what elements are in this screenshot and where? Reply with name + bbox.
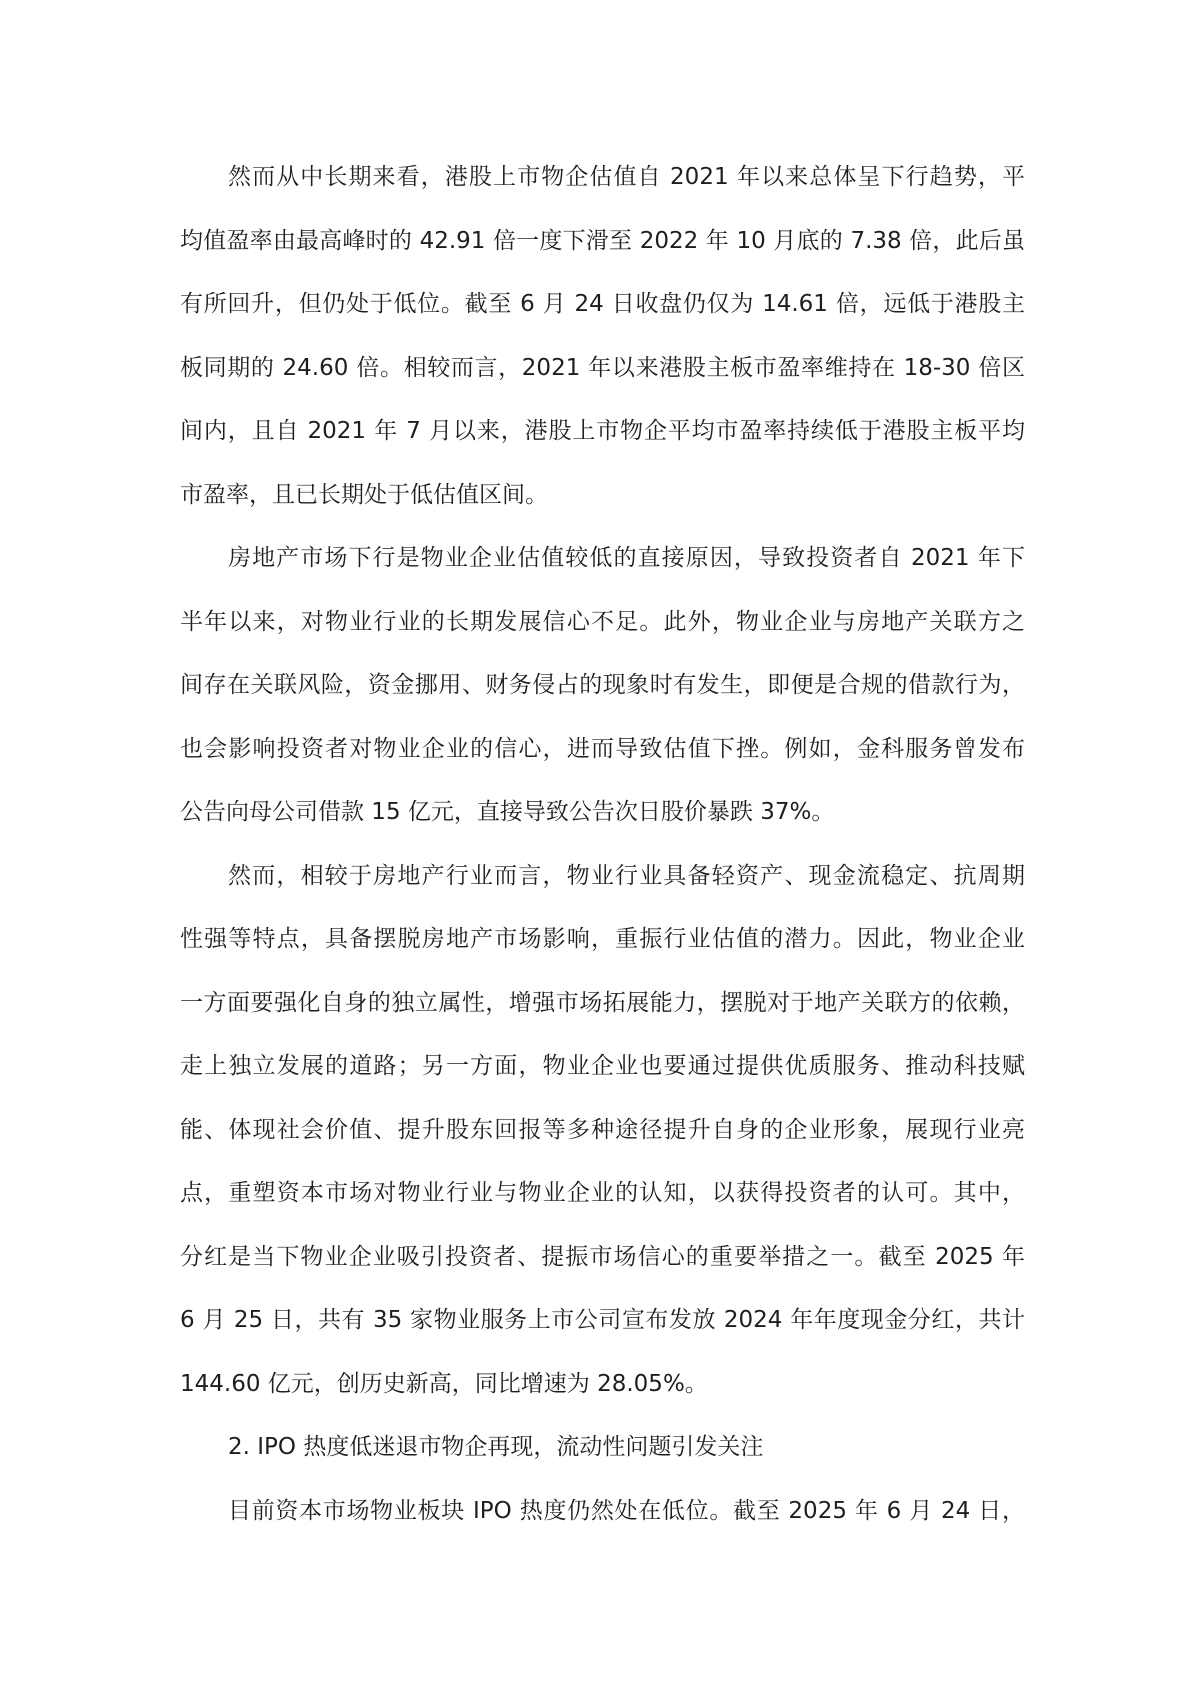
text-line: 点，重塑资本市场对物业行业与物业企业的认知，以获得投资者的认可。其中， [180,1180,1025,1206]
text-line: 144.60 亿元，创历史新高，同比增速为 28.05%。 [180,1370,708,1397]
text-line: 板同期的 24.60 倍。相较而言，2021 年以来港股主板市盈率维持在 18-30 倍区 [180,354,1025,381]
document-page [180,146,1025,1543]
text-line: 性强等特点，具备摆脱房地产市场影响，重振行业估值的潜力。因此，物业企业 [180,926,1025,952]
text-line: 能、体现社会价值、提升股东回报等多种途径提升自身的企业形象，展现行业亮 [180,1116,1025,1143]
section-heading: 2. IPO 热度低迷退市物企再现，流动性问题引发关注 [228,1434,764,1460]
text-line: 公告向母公司借款 15 亿元，直接导致公告次日股价暴跌 37%。 [180,799,835,825]
paragraph-potential [180,845,1025,1417]
text-line: 房地产市场下行是物业企业估值较低的直接原因，导致投资者自 2021 年下 [228,545,1025,571]
text-line: 市盈率，且已长期处于低估值区间。 [180,481,548,508]
text-line: 走上独立发展的道路；另一方面，物业企业也要通过提供优质服务、推动科技赋 [180,1053,1025,1079]
text-line: 分红是当下物业企业吸引投资者、提振市场信心的重要举措之一。截至 2025 年 [180,1243,1025,1270]
text-line: 均值盈率由最高峰时的 42.91 倍一度下滑至 2022 年 10 月底的 7.38 倍，此后虽 [180,227,1025,254]
text-line: 一方面要强化自身的独立属性，增强市场拓展能力，摆脱对于地产关联方的依赖， [180,989,1025,1016]
text-line: 然而，相较于房地产行业而言，物业行业具备轻资产、现金流稳定、抗周期 [228,862,1025,889]
text-line: 有所回升，但仍处于低位。截至 6 月 24 日收盘仍仅为 14.61 倍，远低于港股主 [180,291,1025,317]
text-line: 然而从中长期来看，港股上市物企估值自 2021 年以来总体呈下行趋势，平 [228,164,1025,190]
text-line: 半年以来，对物业行业的长期发展信心不足。此外，物业企业与房地产关联方之 [180,608,1025,635]
text-line: 也会影响投资者对物业企业的信心，进而导致估值下挫。例如，金科服务曾发布 [180,735,1025,762]
text-line: 6 月 25 日，共有 35 家物业服务上市公司宣布发放 2024 年年度现金分红，共计 [180,1307,1025,1333]
paragraph-valuation [180,146,1025,527]
paragraph-real-estate [180,527,1025,845]
text-line: 间内，且自 2021 年 7 月以来，港股上市物企平均市盈率持续低于港股主板平均 [180,418,1025,444]
text-line: 目前资本市场物业板块 IPO 热度仍然处在低位。截至 2025 年 6 月 24 日， [228,1497,1025,1524]
text-line: 间存在关联风险，资金挪用、财务侵占的现象时有发生，即便是合规的借款行为， [180,672,1025,698]
